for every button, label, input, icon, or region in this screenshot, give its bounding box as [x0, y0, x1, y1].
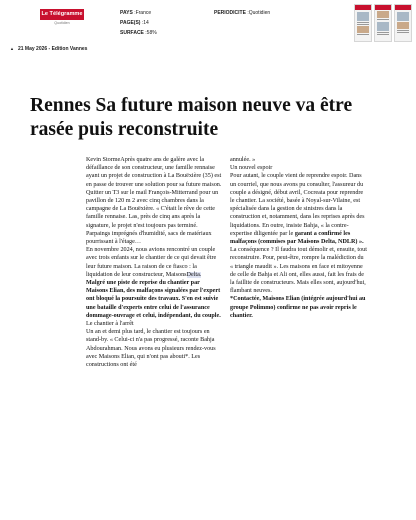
- paragraph: Quitter un T3 sur le mail François-Mitterrand pour un pavillon de 120 m 2 avec cinq chambres dans la campagne de La Bouëxière. « C'était le rêve de cette famille rennaise. Las, près de cinq ans après la signature, le projet n'est toujours pas terminé. Parpaings imprégnés d'humidité, sacs de matériaux pourrissant à l'étage…: [86, 189, 219, 246]
- logo-subtitle: Quotidien: [54, 21, 70, 25]
- triangle-icon: ▲: [10, 46, 14, 51]
- paragraph: Un an et demi plus tard, le chantier est toujours en stand-by. « Celui-ci n'a pas progressé, raconte Bahja Abdourahman. Nous avons eu plusieurs rendez-vous avec Maisons Elian, qui n'ont pas abouti*. Les constructions ont été: [86, 329, 216, 369]
- bold-text: garant a confirmé les malfaçons (commises par Maisons Delta, NDLR) ».: [230, 230, 364, 246]
- editor-note: *Contactée, Maisons Elian (intégrée aujourd'hui au groupe Polimmo) confirme ne pas avoir repris le chantier.: [230, 296, 366, 319]
- paragraph: Kevin StormeAprès quatre ans de galère avec la défaillance de son constructeur, une famille rennaise ayant un projet de construction à La Bouëxière (35) est en passe de trouver une solution pour sa future maison.: [86, 157, 222, 188]
- highlighted-text: Delta.: [186, 271, 202, 278]
- subheading: Le chantier à l'arrêt: [86, 321, 134, 328]
- metadata-block: [120, 8, 157, 38]
- page-thumbnail-icon: [394, 4, 412, 42]
- article-column-1: [86, 156, 222, 369]
- subheading: Un nouvel espoir: [230, 165, 273, 172]
- paragraph: La conséquence ? Il faudra tout démolir et, ensuite, tout reconstruire. Pour, peut-être, rompre la malédiction du « triangle maudit ». Les maisons en face et mitoyenne de celle de Bahja et Ali ont, elles aussi, fait les frais de la faillite de constructeurs. Mais elles sont, aujourd'hui, flambant neuves.: [230, 247, 367, 295]
- page-thumbnail-icon: [354, 4, 372, 42]
- paragraph: annulée. »: [230, 157, 256, 163]
- meta-country: PAYS :France: [120, 10, 152, 16]
- edition-line: ▲ 21 May 2026 - Edition Vannes: [10, 46, 88, 52]
- article-headline: Rennes Sa future maison neuve va être rasée puis reconstruite: [30, 95, 353, 140]
- meta-pages: PAGE(S) :14: [120, 20, 149, 26]
- newspaper-logo: Le Télégramme: [40, 9, 84, 20]
- article-column-2: [230, 156, 368, 320]
- meta-surface: SURFACE :58%: [120, 30, 157, 36]
- paragraph: Pour autant, le couple vient de reprendre espoir. Dans un courriel, que nous avons pu consulter, l'assureur du couple a désigné, début avril, Cocreata pour reprendre le chantier. La société, basée à Noyal-sur-Vilaine, est spécialisée dans la gestion de sinistres dans la construction et, notamment, dans les reprises après des liquidations. En outre, insiste Bahja, « la contre-expertise diligentée par le garant a confirmé les malfaçons (commises par Maisons Delta, NDLR) ».: [230, 173, 365, 246]
- meta-periodicite: PERIODICITE :Quotidien: [214, 10, 271, 16]
- paragraph: En novembre 2024, nous avions rencontré un couple avec trois enfants sur le chantier de ce qui devait être leur future maison. La raison de ce fiasco : la liquidation de leur constructeur, MaisonsDelta. Malgré une piste de reprise du chantier par Maisons Elian, des malfaçons signalées par l'expert ont bloqué la poursuite des travaux. S'en est suivie une bataille d'experts entre celui de l'assurance dommage-ouvrage et celui, indépendant, du couple.: [86, 247, 221, 319]
- page-thumbnail-icon: [374, 4, 392, 42]
- page-thumbnails: [354, 4, 414, 42]
